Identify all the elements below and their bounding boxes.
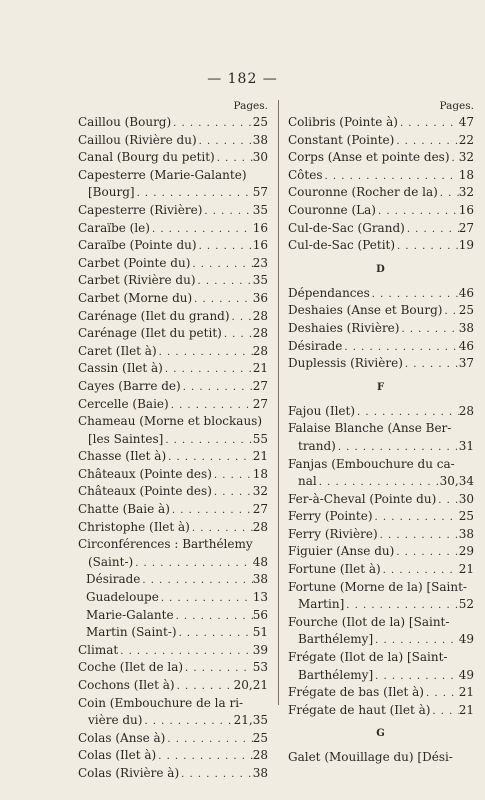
entry-page: 22 [458, 132, 474, 147]
index-entry [78, 571, 268, 589]
leader-dots [370, 286, 459, 303]
index-entry [288, 338, 474, 356]
leader-dots [197, 133, 253, 150]
entry-text: Cayes (Barre de) [78, 378, 181, 393]
index-entry [288, 220, 474, 238]
index-entry [78, 659, 268, 677]
index-entry [78, 343, 268, 361]
index-entry [288, 420, 474, 438]
index-entry [288, 473, 474, 491]
entry-text: Caraïbe (le) [78, 220, 150, 235]
entry-page: 32 [252, 484, 268, 499]
index-entry [288, 649, 474, 667]
entry-page: 18 [458, 167, 474, 182]
entry-page: 27 [252, 378, 268, 393]
leader-dots [394, 544, 458, 561]
entry-text: Frégate de haut (Ilet à) [288, 702, 431, 717]
entry-page: 16 [252, 238, 268, 253]
leader-dots [133, 555, 253, 572]
entry-text: Constant (Pointe) [288, 132, 395, 147]
entry-page: 52 [458, 597, 474, 612]
entry-text: Carénage (Ilet du petit) [78, 326, 222, 341]
leader-dots [156, 748, 253, 765]
index-entry [288, 491, 474, 509]
leader-dots [424, 685, 459, 702]
index-entry [78, 396, 268, 414]
entry-page: 56 [252, 607, 268, 622]
page-number: — 182 — [207, 71, 278, 87]
entry-text: Désirade [86, 572, 141, 587]
entry-page: 36 [252, 290, 268, 305]
entry-page: 48 [252, 554, 268, 569]
entry-page: 28 [252, 519, 268, 534]
index-entry [78, 747, 268, 765]
entry-text: Côtes [288, 167, 323, 182]
leader-dots [157, 344, 253, 361]
entry-text: Colas (Ilet à) [78, 748, 157, 763]
index-entry [78, 765, 268, 783]
entry-page: 32 [458, 150, 474, 165]
entry-page: 25 [252, 730, 268, 745]
entry-text: Fortune (Ilet à) [288, 562, 381, 577]
index-entry [78, 290, 268, 308]
index-entry [78, 677, 268, 695]
leader-dots [140, 572, 252, 589]
index-entry [288, 702, 474, 720]
index-entry [78, 554, 268, 572]
index-column-left [78, 98, 268, 783]
entry-page: 27 [252, 502, 268, 517]
leader-dots [169, 397, 253, 414]
entry-text: Martin] [298, 597, 345, 612]
leader-dots [403, 356, 459, 373]
index-entry [78, 378, 268, 396]
entry-text: Chasse (Ilet à) [78, 449, 167, 464]
entry-text: Coin (Embouchure de la ri- [78, 695, 244, 710]
index-entry [288, 508, 474, 526]
leader-dots [222, 326, 253, 343]
entry-text: Carbet (Rivière du) [78, 273, 196, 288]
leader-dots [192, 291, 253, 308]
index-entry [78, 220, 268, 238]
index-entry [78, 202, 268, 220]
index-column-right [288, 98, 474, 767]
entry-text: Deshaies (Rivière) [288, 320, 400, 335]
index-entry [288, 614, 474, 632]
entry-page: 27 [458, 220, 474, 235]
column-header-pages: Pages. [439, 100, 474, 112]
entry-page: 21 [458, 685, 474, 700]
index-entry [78, 413, 268, 431]
index-entry [288, 543, 474, 561]
leader-dots [150, 221, 253, 238]
entry-page: 27 [252, 396, 268, 411]
index-entry [288, 579, 474, 597]
index-entry [78, 501, 268, 519]
entry-text: Frégate (Ilot de la) [Saint- [288, 650, 448, 665]
entry-page: 46 [458, 338, 474, 353]
entry-text: Fanjas (Embouchure du ca- [288, 456, 455, 471]
entry-text: Chameau (Morne et blockaus) [78, 414, 263, 429]
leader-dots [442, 303, 458, 320]
entry-page: 25 [458, 509, 474, 524]
leader-dots [399, 321, 458, 338]
entry-text: Cassin (Ilet à) [78, 361, 163, 376]
index-entry [288, 285, 474, 303]
index-entry [78, 431, 268, 449]
entry-text: Corps (Anse et pointe des) [288, 150, 450, 165]
leader-dots [323, 168, 459, 185]
entry-page: 28 [252, 748, 268, 763]
index-entry [288, 114, 474, 132]
index-entry [78, 448, 268, 466]
entry-text: Frégate de bas (Ilet à) [288, 685, 424, 700]
index-entry [78, 730, 268, 748]
entry-text: vière du) [88, 713, 143, 728]
column-header-pages: Pages. [233, 100, 268, 112]
leader-dots [215, 150, 253, 167]
entry-page: 25 [252, 115, 268, 129]
leader-dots [450, 150, 459, 167]
index-entry [288, 355, 474, 373]
entry-text: Ferry (Pointe) [288, 509, 373, 524]
entry-text: Châteaux (Pointe des) [78, 484, 212, 499]
index-entry [288, 202, 474, 220]
entry-page: 38 [252, 572, 268, 587]
entry-page: 18 [252, 466, 268, 481]
entry-text: Cul-de-Sac (Petit) [288, 238, 396, 253]
leader-dots [175, 678, 234, 695]
leader-dots [179, 766, 253, 783]
entry-page: 37 [458, 356, 474, 371]
leader-dots [355, 404, 459, 421]
leader-dots [190, 256, 252, 273]
leader-dots [135, 185, 253, 202]
entry-text: Christophe (Ilet à) [78, 519, 190, 534]
index-entry [78, 237, 268, 255]
leader-dots [202, 203, 252, 220]
leader-dots [118, 643, 253, 660]
leader-dots [376, 203, 459, 220]
entry-text: Carbet (Morne du) [78, 290, 193, 305]
index-entry [78, 167, 268, 185]
index-entry [288, 596, 474, 614]
entry-text: (Saint-) [88, 554, 134, 569]
index-entry [288, 631, 474, 649]
entry-text: Ferry (Rivière) [288, 526, 378, 541]
entry-text: Caillou (Rivière du) [78, 132, 197, 147]
leader-dots [317, 474, 440, 491]
entry-text: Capesterre (Rivière) [78, 202, 203, 217]
leader-dots [342, 339, 458, 356]
entry-text: Fer-à-Cheval (Pointe du) [288, 491, 437, 506]
leader-dots [212, 484, 253, 501]
entry-page: 28 [458, 403, 474, 418]
leader-dots [159, 590, 253, 607]
index-entry [288, 561, 474, 579]
leader-dots [142, 713, 233, 730]
index-entry [288, 237, 474, 255]
entry-page: 38 [252, 765, 268, 780]
leader-dots [395, 238, 459, 255]
entry-page: 30,34 [439, 474, 474, 489]
entry-page: 13 [252, 590, 268, 605]
section-letter: F [376, 381, 386, 393]
entry-text: Cul-de-Sac (Grand) [288, 220, 405, 235]
leader-dots [405, 221, 459, 238]
entry-page: 16 [252, 220, 268, 235]
entry-text: Climat [78, 642, 119, 657]
entry-page: 35 [252, 273, 268, 288]
entry-text: Fourche (Ilot de la) [Saint- [288, 614, 450, 629]
entry-text: Caraïbe (Pointe du) [78, 238, 197, 253]
column-divider [278, 100, 279, 705]
index-entry [78, 536, 268, 554]
entry-page: 23 [252, 255, 268, 270]
entry-text: Dépendances [288, 285, 370, 300]
entry-text: Circonférences : Barthélemy [78, 537, 253, 552]
index-entry [288, 184, 474, 202]
entry-text: Cochons (Ilet à) [78, 678, 175, 692]
index-entry [78, 695, 268, 713]
leader-dots [430, 703, 458, 720]
index-entry [288, 167, 474, 185]
leader-dots [165, 731, 252, 748]
leader-dots [170, 502, 253, 519]
entry-page: 47 [458, 115, 474, 129]
entry-text: Coche (Ilet de la) [78, 660, 184, 675]
leader-dots [166, 449, 253, 466]
entry-page: 30 [252, 150, 268, 165]
leader-dots [373, 668, 459, 685]
entry-text: Caillou (Bourg) [78, 115, 172, 129]
entry-text: Marie-Galante [86, 607, 174, 622]
leader-dots [163, 361, 253, 378]
entry-page: 55 [252, 431, 268, 446]
index-entry [78, 642, 268, 660]
entry-page: 16 [458, 202, 474, 217]
index-entry [78, 114, 268, 132]
entry-page: 21 [458, 702, 474, 717]
index-entry [78, 255, 268, 273]
entry-text: Deshaies (Anse et Bourg) [288, 303, 443, 318]
section-letter: D [376, 263, 386, 275]
index-entry [78, 483, 268, 501]
index-entry [78, 466, 268, 484]
leader-dots [230, 309, 253, 326]
entry-page: 51 [252, 625, 268, 640]
entry-text: nal [298, 474, 317, 489]
leader-dots [196, 273, 253, 290]
entry-text: Châteaux (Pointe des) [78, 466, 212, 481]
leader-dots [394, 133, 458, 150]
section-letter: G [376, 728, 386, 740]
index-entry [288, 403, 474, 421]
leader-dots [212, 467, 253, 484]
leader-dots [177, 625, 253, 642]
leader-dots [381, 562, 459, 579]
entry-text: [les Saintes] [88, 431, 164, 446]
entry-text: trand) [298, 438, 336, 453]
index-entry [288, 526, 474, 544]
entry-text: Capesterre (Marie-Galante) [78, 167, 247, 182]
entry-text: Colas (Anse à) [78, 730, 166, 745]
index-entry [288, 456, 474, 474]
index-entry [288, 149, 474, 167]
entry-page: 21,35 [233, 713, 268, 728]
entry-text: Galet (Mouillage du) [Dési- [288, 750, 453, 765]
leader-dots [378, 527, 459, 544]
entry-text: Figuier (Anse du) [288, 544, 395, 559]
entry-text: Barthélemy] [298, 632, 374, 647]
index-entry [288, 132, 474, 150]
index-entry [78, 519, 268, 537]
entry-text: Carbet (Pointe du) [78, 255, 191, 270]
entry-text: [Bourg] [88, 185, 135, 200]
entry-text: Barthélemy] [298, 667, 374, 682]
entry-text: Carénage (Ilet du grand) [78, 308, 230, 323]
leader-dots [373, 632, 459, 649]
entry-text: Couronne (Rocher de la) [288, 185, 438, 200]
entry-text: Falaise Blanche (Anse Ber- [288, 421, 452, 436]
index-entry [288, 302, 474, 320]
index-entry [288, 749, 474, 767]
leader-dots [171, 115, 253, 132]
entry-page: 21 [252, 449, 268, 464]
entry-page: 38 [458, 320, 474, 335]
leader-dots [174, 608, 253, 625]
leader-dots [373, 509, 459, 526]
index-entry [78, 184, 268, 202]
index-entry [288, 438, 474, 456]
entry-page: 28 [252, 343, 268, 358]
entry-page: 57 [252, 185, 268, 200]
entry-page: 32 [458, 185, 474, 200]
index-entry [78, 149, 268, 167]
entry-page: 35 [252, 202, 268, 217]
entry-text: Couronne (La) [288, 202, 376, 217]
entry-text: Désirade [288, 338, 343, 353]
entry-text: Duplessis (Rivière) [288, 356, 403, 371]
leader-dots [344, 597, 458, 614]
leader-dots [183, 660, 253, 677]
leader-dots [398, 115, 459, 132]
index-entry [78, 607, 268, 625]
entry-page: 31 [458, 438, 474, 453]
entry-text: Caret (Ilet à) [78, 343, 157, 358]
index-entry [78, 360, 268, 378]
leader-dots [438, 185, 459, 202]
entry-text: Chatte (Baie à) [78, 502, 170, 517]
index-entry [288, 667, 474, 685]
index-entry [78, 325, 268, 343]
entry-text: Canal (Bourg du petit) [78, 150, 215, 165]
entry-page: 25 [458, 303, 474, 318]
entry-page: 30 [458, 491, 474, 506]
index-entry [78, 272, 268, 290]
entry-text: Fortune (Morne de la) [Saint- [288, 579, 467, 594]
leader-dots [336, 439, 459, 456]
index-entry [288, 684, 474, 702]
entry-text: Martin (Saint-) [86, 625, 177, 640]
entry-page: 28 [252, 308, 268, 323]
index-entry [78, 132, 268, 150]
leader-dots [190, 520, 253, 537]
entry-page: 29 [458, 544, 474, 559]
index-entry [78, 624, 268, 642]
entry-text: Colas (Rivière à) [78, 765, 180, 780]
entry-page: 53 [252, 660, 268, 675]
entry-page: 21 [252, 361, 268, 376]
entry-page: 20,21 [233, 678, 268, 692]
entry-text: Colibris (Pointe à) [288, 115, 398, 129]
index-entry [78, 712, 268, 730]
entry-page: 49 [458, 632, 474, 647]
index-entry [78, 308, 268, 326]
leader-dots [181, 379, 253, 396]
entry-text: Cercelle (Baie) [78, 396, 169, 411]
leader-dots [163, 432, 252, 449]
entry-page: 46 [458, 285, 474, 300]
entry-page: 19 [458, 238, 474, 253]
index-entry [78, 589, 268, 607]
entry-page: 38 [252, 132, 268, 147]
entry-text: Fajou (Ilet) [288, 403, 356, 418]
entry-page: 38 [458, 526, 474, 541]
entry-page: 39 [252, 642, 268, 657]
leader-dots [436, 492, 458, 509]
entry-page: 28 [252, 326, 268, 341]
leader-dots [197, 238, 253, 255]
entry-page: 49 [458, 667, 474, 682]
entry-page: 21 [458, 562, 474, 577]
index-entry [288, 320, 474, 338]
entry-text: Guadeloupe [86, 590, 159, 605]
